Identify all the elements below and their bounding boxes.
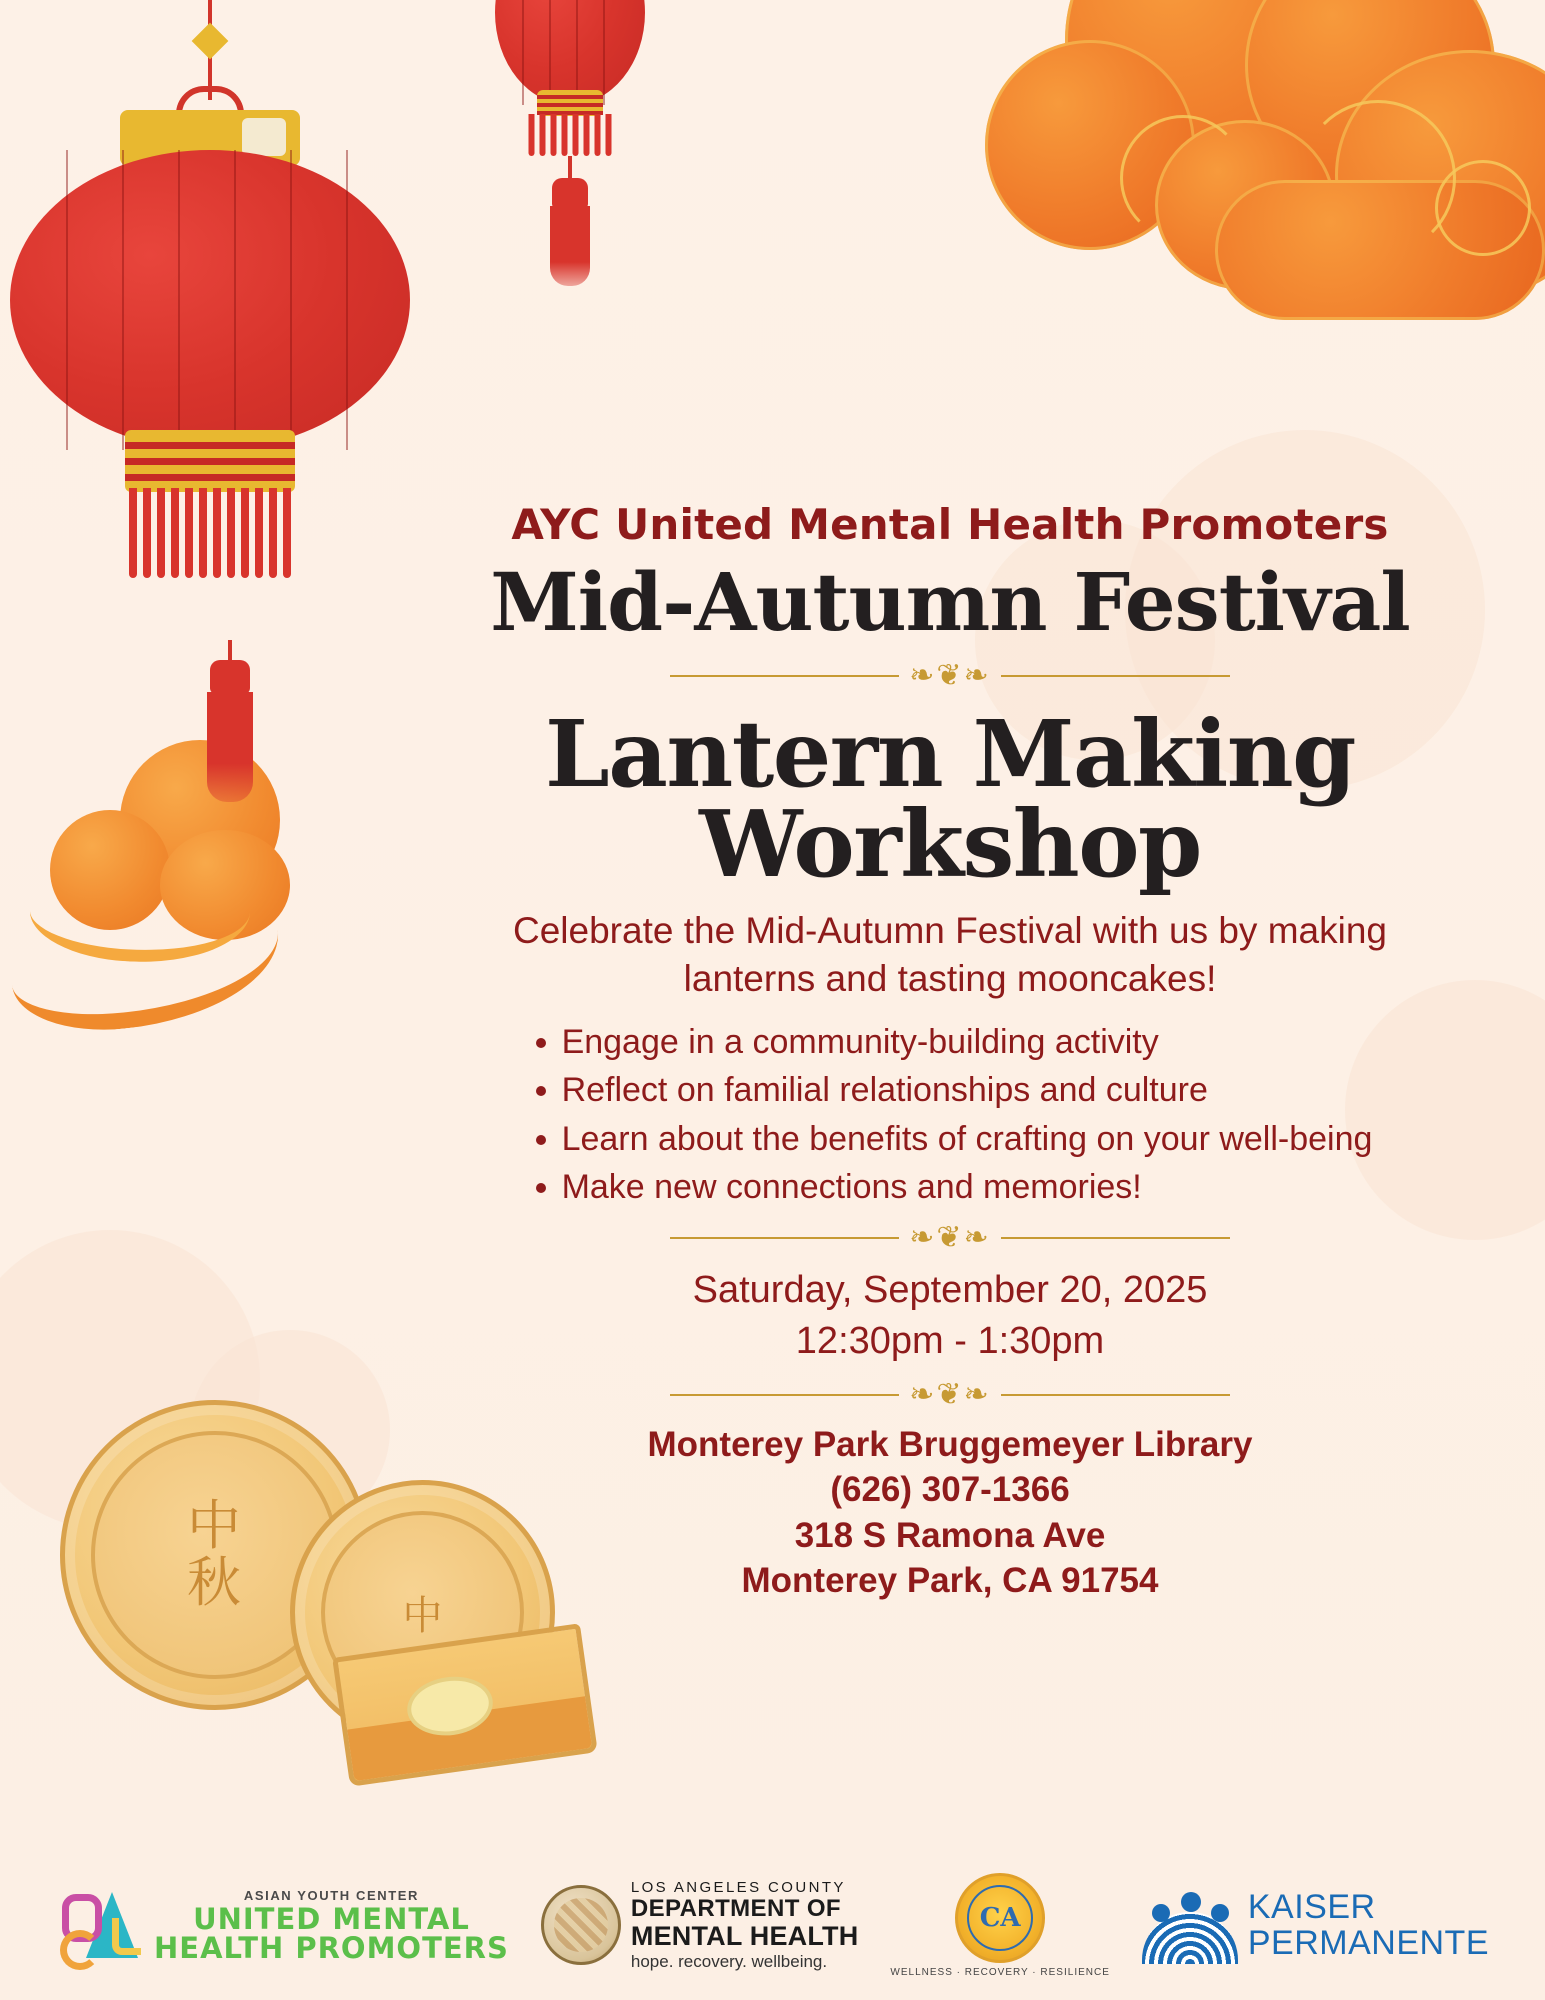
red-lantern-small-icon xyxy=(490,0,650,420)
orange-cloud-icon xyxy=(915,0,1545,360)
lantern-band xyxy=(537,90,603,116)
lantern-tassel-skirt xyxy=(550,206,590,286)
lantern-fringe xyxy=(529,114,612,156)
venue-name: Monterey Park Bruggemeyer Library xyxy=(647,1424,1253,1464)
list-item: Engage in a community-building activity xyxy=(528,1018,1373,1066)
logo-mhsa xyxy=(890,1873,1109,1978)
divider-line xyxy=(670,1237,899,1239)
ornamental-divider xyxy=(670,661,1230,691)
mooncake-char-bottom: 秋 xyxy=(187,1551,243,1614)
ayc-line-top: ASIAN YOUTH CENTER xyxy=(243,1887,420,1903)
benefits-list xyxy=(528,1018,1373,1211)
tassel-skirt xyxy=(207,692,253,802)
dmh-line-1: LOS ANGELES COUNTY xyxy=(630,1878,846,1896)
lantern-knot xyxy=(192,23,229,60)
kaiser-mark-icon xyxy=(1142,1888,1238,1964)
logo-asian-youth-center xyxy=(56,1888,509,1964)
list-item: Reflect on familial relationships and culture xyxy=(528,1066,1373,1114)
divider-ornament-icon: ❧❦❧ xyxy=(909,1377,991,1411)
dmh-line-2: DEPARTMENT OF xyxy=(630,1894,841,1922)
event-title-line1: Lantern Making xyxy=(545,700,1355,808)
page-title: Mid-Autumn Festival xyxy=(490,555,1410,649)
divider-ornament-icon: ❧❦❧ xyxy=(909,1221,991,1255)
county-seal-icon xyxy=(541,1885,621,1965)
cloud-swirl xyxy=(1435,160,1531,256)
event-title-line2: Workshop xyxy=(699,790,1201,899)
sponsor-logos xyxy=(0,1873,1545,1978)
list-item: Learn about the benefits of crafting on your well-being xyxy=(528,1115,1373,1163)
lantern-tassel xyxy=(552,178,588,208)
mooncake-char-top: 中 xyxy=(187,1494,243,1558)
tassel-knob xyxy=(210,660,250,694)
kp-wordmark xyxy=(1247,1887,1489,1962)
mhsa-tagline: WELLNESS · RECOVERY · RESILIENCE xyxy=(890,1967,1110,1978)
lantern-band xyxy=(125,430,295,492)
cloud-swirl xyxy=(1120,115,1246,241)
dmh-tagline: hope. recovery. wellbeing. xyxy=(630,1951,828,1971)
venue-street: 318 S Ramona Ave xyxy=(794,1515,1106,1555)
ayc-line-mid: UNITED MENTAL xyxy=(193,1901,470,1936)
ornamental-divider xyxy=(670,1377,1230,1411)
divider-line xyxy=(1001,1394,1230,1396)
event-description: Celebrate the Mid-Autumn Festival with us by making lanterns and tasting mooncakes! xyxy=(513,910,1387,999)
lantern-fringe xyxy=(129,488,291,578)
kp-line-2: PERMANENTE xyxy=(1247,1923,1489,1962)
list-item: Make new connections and memories! xyxy=(528,1163,1373,1211)
divider-line xyxy=(1001,1237,1230,1239)
logo-kaiser-permanente xyxy=(1142,1888,1489,1964)
dmh-wordmark xyxy=(631,1880,859,1972)
event-time: 12:30pm - 1:30pm xyxy=(795,1320,1105,1363)
lantern-body xyxy=(10,150,410,450)
logo-la-county-dmh xyxy=(541,1880,859,1972)
ayc-mark-icon xyxy=(56,1888,142,1964)
hanging-tassel-icon xyxy=(170,640,290,860)
dmh-line-3: MENTAL HEALTH xyxy=(630,1920,859,1951)
ayc-line-bot: HEALTH PROMOTERS xyxy=(153,1930,509,1965)
venue-block xyxy=(380,1422,1520,1604)
kp-line-1: KAISER xyxy=(1247,1887,1376,1926)
ornamental-divider xyxy=(670,1223,1230,1253)
ayc-wordmark xyxy=(154,1889,509,1963)
divider-ornament-icon: ❧❦❧ xyxy=(909,659,991,692)
divider-line xyxy=(1001,675,1230,677)
mooncake-char: 中 xyxy=(402,1593,443,1639)
event-datetime xyxy=(380,1265,1520,1368)
venue-city: Monterey Park, CA 91754 xyxy=(741,1561,1159,1601)
organization-kicker: AYC United Mental Health Promoters xyxy=(511,500,1389,549)
event-date: Saturday, September 20, 2025 xyxy=(692,1269,1208,1312)
poster-content xyxy=(380,500,1520,1604)
divider-line xyxy=(670,675,899,677)
event-title xyxy=(380,700,1520,899)
divider-line xyxy=(670,1394,899,1396)
red-lantern-icon xyxy=(10,0,410,690)
mhsa-seal-icon xyxy=(955,1873,1045,1963)
cloud-swirl xyxy=(1300,100,1456,256)
venue-phone[interactable]: (626) 307-1366 xyxy=(830,1470,1070,1510)
mhsa-monogram: CA xyxy=(979,1903,1021,1933)
